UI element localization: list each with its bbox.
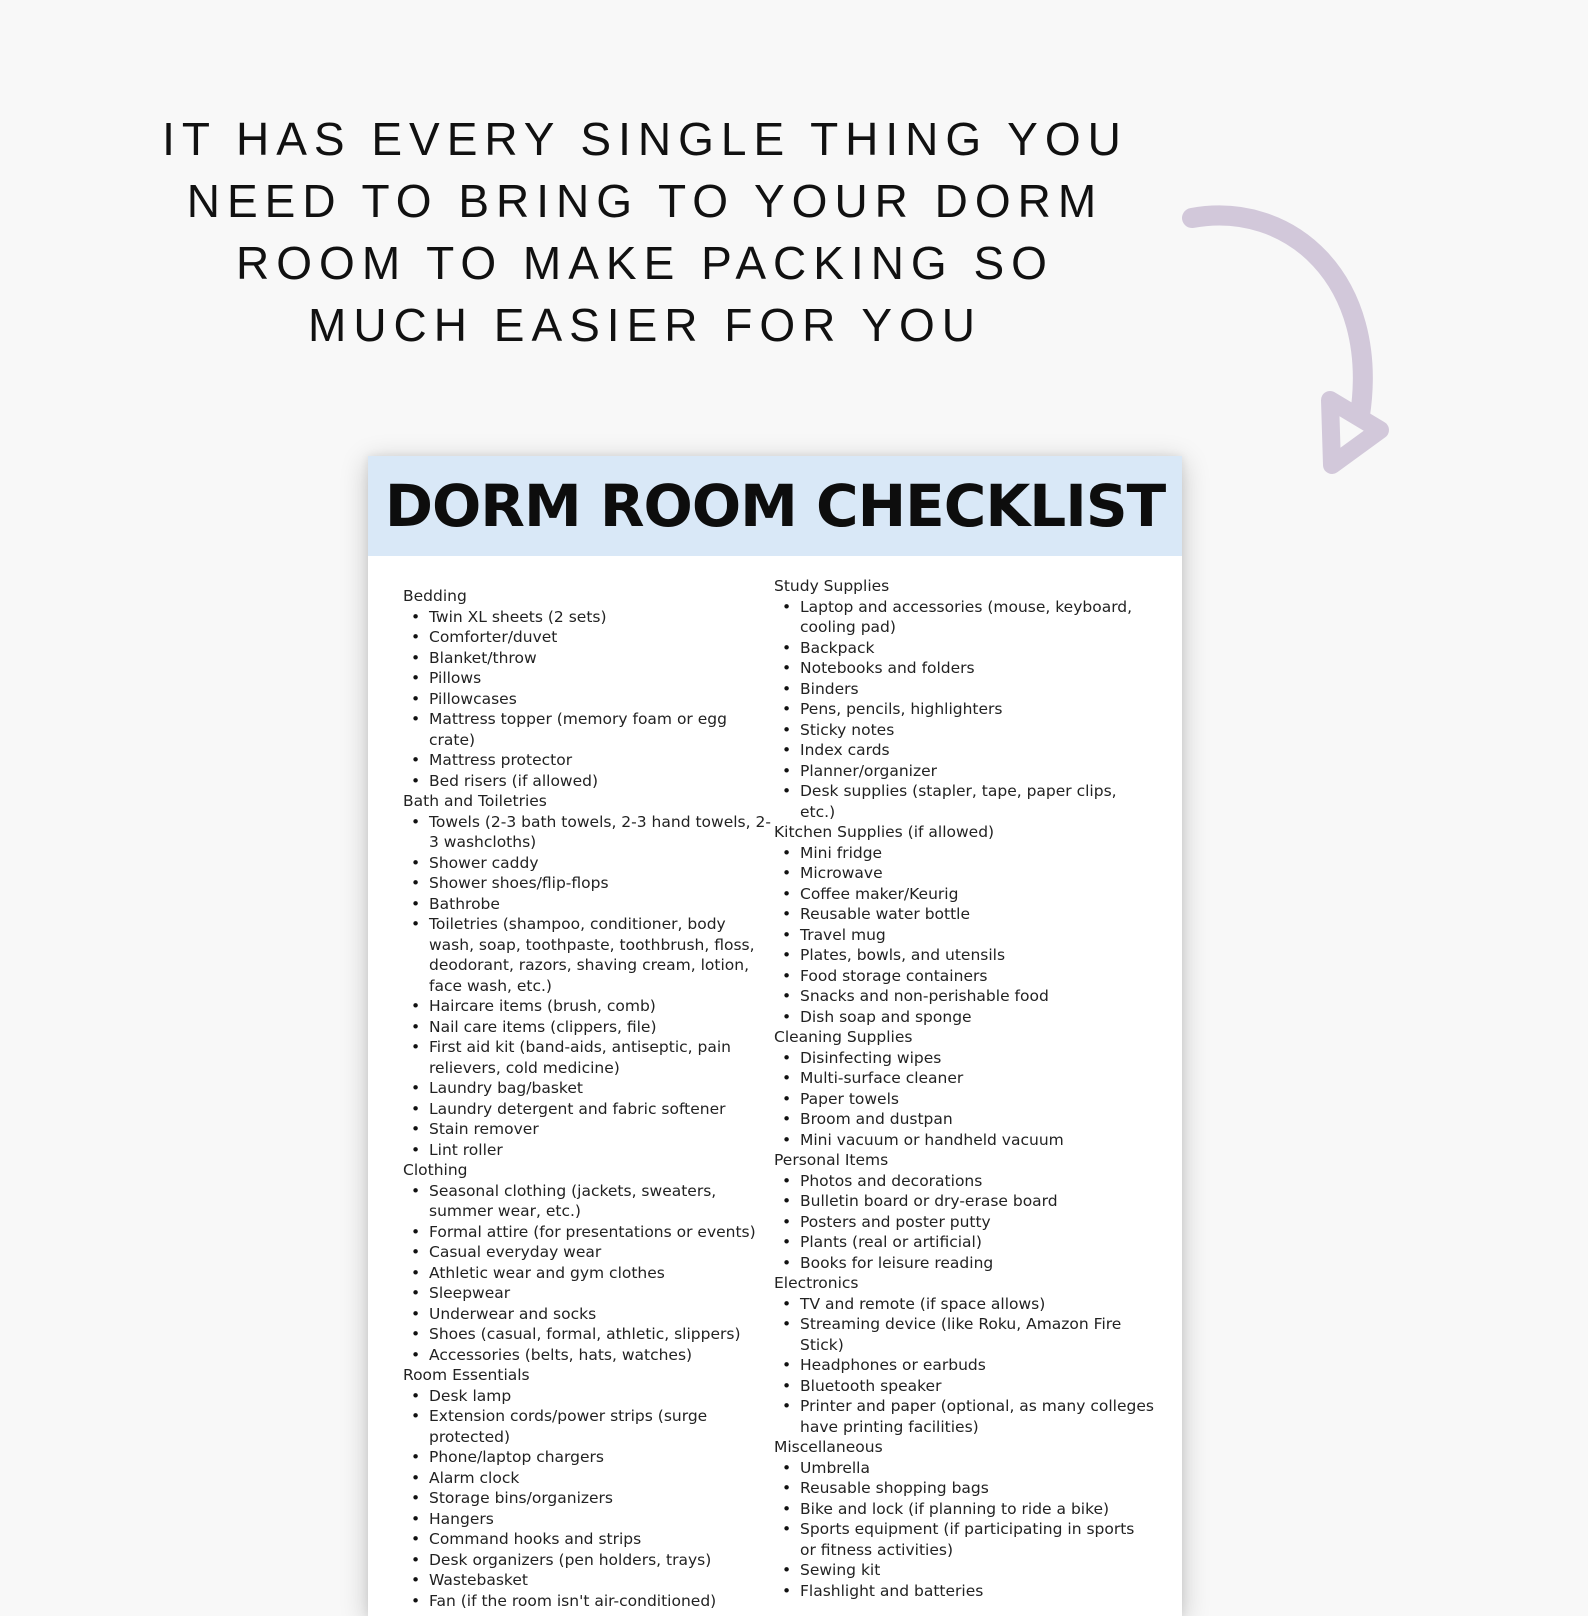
checklist-item: • Dish soap and sponge [774, 1007, 1154, 1028]
checklist-item: • Streaming device (like Roku, Amazon Fire Stick) [774, 1314, 1154, 1355]
headline-line: IT HAS EVERY SINGLE THING YOU [162, 113, 1128, 165]
checklist-item: • Mini fridge [774, 843, 1154, 864]
checklist-item: • Posters and poster putty [774, 1212, 1154, 1233]
checklist-item: • Microwave [774, 863, 1154, 884]
checklist-item: • Sleepwear [403, 1283, 773, 1304]
checklist-item: • Storage bins/organizers [403, 1488, 773, 1509]
checklist-item: • Bulletin board or dry-erase board [774, 1191, 1154, 1212]
checklist-item: • Bluetooth speaker [774, 1376, 1154, 1397]
checklist-item: • Printer and paper (optional, as many colleges have printing facilities) [774, 1396, 1154, 1437]
checklist-item: • Notebooks and folders [774, 658, 1154, 679]
checklist-item: • Shower caddy [403, 853, 773, 874]
checklist-items [774, 1458, 1154, 1602]
section-title: Miscellaneous [774, 1438, 883, 1456]
checklist-item: • Bike and lock (if planning to ride a bike) [774, 1499, 1154, 1520]
checklist-item: • Laptop and accessories (mouse, keyboard, cooling pad) [774, 597, 1154, 638]
checklist-item: • Blanket/throw [403, 648, 773, 669]
checklist-item: • Phone/laptop chargers [403, 1447, 773, 1468]
section-title: Electronics [774, 1274, 859, 1292]
checklist-item: • Flashlight and batteries [774, 1581, 1154, 1602]
checklist-item: • Sewing kit [774, 1560, 1154, 1581]
checklist-items [403, 1386, 773, 1612]
checklist-item: • Headphones or earbuds [774, 1355, 1154, 1376]
headline-line: MUCH EASIER FOR YOU [308, 299, 982, 351]
sheet-header [368, 456, 1182, 556]
checklist-item: • Disinfecting wipes [774, 1048, 1154, 1069]
sheet-title: DORM ROOM CHECKLIST [384, 472, 1166, 540]
section-title: Personal Items [774, 1151, 889, 1169]
checklist-item: • Planner/organizer [774, 761, 1154, 782]
section-title: Bath and Toiletries [403, 792, 547, 810]
checklist-item: • Umbrella [774, 1458, 1154, 1479]
checklist-item: • Snacks and non-perishable food [774, 986, 1154, 1007]
checklist-item: • Hangers [403, 1509, 773, 1530]
checklist-item: • Comforter/duvet [403, 627, 773, 648]
checklist-item: • Laundry bag/basket [403, 1078, 773, 1099]
checklist-item: • Athletic wear and gym clothes [403, 1263, 773, 1284]
checklist-item: • Reusable water bottle [774, 904, 1154, 925]
checklist-item: • Pillows [403, 668, 773, 689]
checklist-item: • Mattress protector [403, 750, 773, 771]
section-title: Room Essentials [403, 1366, 530, 1384]
checklist-item: • Shoes (casual, formal, athletic, slippers) [403, 1324, 773, 1345]
checklist-item: • Backpack [774, 638, 1154, 659]
checklist-item: • Extension cords/power strips (surge protected) [403, 1406, 773, 1447]
checklist-item: • Food storage containers [774, 966, 1154, 987]
checklist-item: • Towels (2-3 bath towels, 2-3 hand towels, 2-3 washcloths) [403, 812, 773, 853]
checklist-item: • Travel mug [774, 925, 1154, 946]
checklist-item: • Sports equipment (if participating in sports or fitness activities) [774, 1519, 1154, 1560]
headline-line: ROOM TO MAKE PACKING SO [236, 237, 1054, 289]
checklist-item: • Pillowcases [403, 689, 773, 710]
checklist-item: • Sticky notes [774, 720, 1154, 741]
checklist-item: • Books for leisure reading [774, 1253, 1154, 1274]
section-title: Bedding [403, 587, 467, 605]
checklist-column-left [403, 586, 773, 1611]
checklist-item: • Haircare items (brush, comb) [403, 996, 773, 1017]
curved-arrow-icon [1180, 190, 1420, 500]
checklist-item: • Nail care items (clippers, file) [403, 1017, 773, 1038]
checklist-item: • Casual everyday wear [403, 1242, 773, 1263]
checklist-item: • Desk lamp [403, 1386, 773, 1407]
checklist-item: • Lint roller [403, 1140, 773, 1161]
checklist-items [774, 1171, 1154, 1274]
checklist-item: • Bathrobe [403, 894, 773, 915]
checklist-item: • Broom and dustpan [774, 1109, 1154, 1130]
checklist-item: • Binders [774, 679, 1154, 700]
checklist-item: • Mini vacuum or handheld vacuum [774, 1130, 1154, 1151]
checklist-item: • Command hooks and strips [403, 1529, 773, 1550]
checklist-items [403, 1181, 773, 1366]
checklist-item: • Index cards [774, 740, 1154, 761]
checklist-item: • Toiletries (shampoo, conditioner, body wash, soap, toothpaste, toothbrush, floss, deodorant, razors, shaving cream, lotion, face wash, etc.) [403, 914, 773, 996]
checklist-column-right [774, 576, 1154, 1601]
section-title: Study Supplies [774, 577, 890, 595]
headline [150, 108, 1140, 356]
checklist-item: • Twin XL sheets (2 sets) [403, 607, 773, 628]
checklist-items [774, 1048, 1154, 1151]
checklist-item: • Underwear and socks [403, 1304, 773, 1325]
checklist-items [774, 843, 1154, 1028]
checklist-items [774, 1294, 1154, 1438]
checklist-items [403, 607, 773, 792]
checklist-item: • Pens, pencils, highlighters [774, 699, 1154, 720]
checklist-item: • Alarm clock [403, 1468, 773, 1489]
checklist-items [774, 597, 1154, 823]
checklist-item: • Wastebasket [403, 1570, 773, 1591]
headline-line: NEED TO BRING TO YOUR DORM [186, 175, 1104, 227]
checklist-sheet [368, 456, 1182, 1616]
checklist-items [403, 812, 773, 1161]
checklist-item: • Paper towels [774, 1089, 1154, 1110]
checklist-item: • Desk organizers (pen holders, trays) [403, 1550, 773, 1571]
checklist-item: • Bed risers (if allowed) [403, 771, 773, 792]
checklist-item: • Stain remover [403, 1119, 773, 1140]
checklist-item: • Laundry detergent and fabric softener [403, 1099, 773, 1120]
checklist-item: • Plates, bowls, and utensils [774, 945, 1154, 966]
checklist-item: • Seasonal clothing (jackets, sweaters, summer wear, etc.) [403, 1181, 773, 1222]
section-title: Cleaning Supplies [774, 1028, 913, 1046]
checklist-item: • Plants (real or artificial) [774, 1232, 1154, 1253]
checklist-item: • Mattress topper (memory foam or egg crate) [403, 709, 773, 750]
checklist-item: • Accessories (belts, hats, watches) [403, 1345, 773, 1366]
checklist-item: • Photos and decorations [774, 1171, 1154, 1192]
checklist-item: • Multi-surface cleaner [774, 1068, 1154, 1089]
checklist-item: • Desk supplies (stapler, tape, paper clips, etc.) [774, 781, 1154, 822]
section-title: Kitchen Supplies (if allowed) [774, 823, 995, 841]
checklist-item: • Coffee maker/Keurig [774, 884, 1154, 905]
checklist-item: • Formal attire (for presentations or events) [403, 1222, 773, 1243]
section-title: Clothing [403, 1161, 468, 1179]
checklist-item: • First aid kit (band-aids, antiseptic, pain relievers, cold medicine) [403, 1037, 773, 1078]
checklist-item: • TV and remote (if space allows) [774, 1294, 1154, 1315]
checklist-item: • Fan (if the room isn't air-conditioned) [403, 1591, 773, 1612]
checklist-item: • Reusable shopping bags [774, 1478, 1154, 1499]
checklist-item: • Shower shoes/flip-flops [403, 873, 773, 894]
